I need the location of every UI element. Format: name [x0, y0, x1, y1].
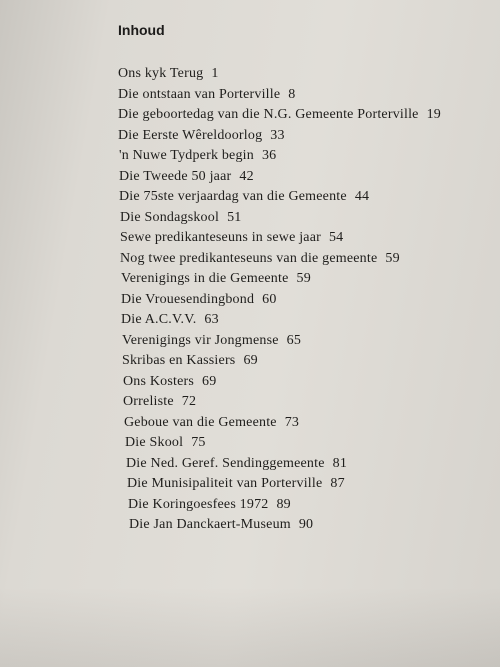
toc-entry-title: Sewe predikanteseuns in sewe jaar: [120, 230, 321, 245]
toc-entry-title: Die Tweede 50 jaar: [119, 168, 232, 184]
toc-entry-title: Die ontstaan van Porterville: [118, 86, 281, 102]
toc-entry: [120, 230, 443, 251]
toc-entry-title: 'n Nuwe Tydperk begin: [119, 148, 254, 163]
toc-entry-page: 8: [288, 86, 296, 102]
toc-entry: [118, 66, 441, 87]
toc-entry-title: Die Eerste Wêreldoorlog: [118, 127, 263, 143]
toc-entry: [118, 107, 441, 128]
toc-entry-title: Die 75ste verjaardag van die Gemeente: [119, 189, 347, 204]
toc-entry: [127, 476, 450, 497]
toc-entry-page: 33: [270, 127, 285, 143]
toc-entry: [129, 517, 452, 538]
toc-entry-page: 59: [385, 250, 400, 266]
toc-entry-title: Die Sondagskool: [120, 209, 220, 225]
toc-entry: [128, 497, 451, 518]
toc-entry-title: Skribas en Kassiers: [122, 353, 236, 368]
toc-entry: [118, 87, 441, 108]
toc-entry-page: 51: [227, 209, 242, 225]
toc-entry-page: 65: [286, 332, 302, 348]
toc-entry-page: 90: [298, 517, 314, 532]
toc-entry-title: Die Vrouesendingbond: [121, 291, 255, 307]
toc-entry: [119, 148, 442, 169]
toc-entry: [123, 374, 446, 395]
toc-entry-page: 54: [328, 230, 344, 245]
toc-entry: [126, 456, 449, 477]
toc-entry-page: 73: [284, 414, 300, 430]
toc-entry: [124, 415, 447, 436]
toc-entry-page: 89: [276, 496, 291, 512]
toc-entry-page: 72: [181, 394, 197, 409]
toc-entry: [120, 210, 443, 231]
toc-entry-title: Nog twee predikanteseuns van die gemeente: [120, 250, 378, 266]
toc-entry-title: Die A.C.V.V.: [121, 312, 197, 327]
toc-entry-title: Die Koringoesfees 1972: [128, 496, 269, 512]
toc-entry: [118, 128, 441, 149]
toc-entry-page: 69: [202, 373, 217, 389]
toc-entry: [119, 169, 442, 190]
toc-entry-page: 36: [261, 148, 277, 163]
toc-entry-title: Die Ned. Geref. Sendinggemeente: [126, 455, 325, 471]
toc-heading: Inhoud: [118, 22, 165, 38]
toc-entry: [119, 189, 442, 210]
toc-entry: [122, 353, 445, 374]
toc-entry-title: Die geboortedag van die N.G. Gemeente Porterville: [118, 107, 419, 122]
toc-entry: [121, 312, 444, 333]
table-of-contents: [0, 66, 441, 538]
toc-entry-title: Verenigings in die Gemeente: [121, 271, 289, 286]
toc-entry-page: 42: [239, 168, 254, 184]
toc-entry-title: Die Skool: [125, 435, 184, 450]
toc-entry-page: 87: [330, 476, 345, 491]
toc-entry: [121, 271, 444, 292]
toc-entry-page: 63: [204, 312, 219, 327]
toc-entry-title: Die Jan Danckaert-Museum: [129, 517, 291, 532]
toc-entry-page: 60: [262, 291, 277, 307]
toc-entry: [125, 435, 448, 456]
toc-entry-title: Geboue van die Gemeente: [124, 414, 277, 430]
toc-entry-page: 19: [426, 107, 441, 122]
toc-entry: [120, 251, 443, 272]
toc-entry: [121, 292, 444, 313]
toc-entry-page: 69: [243, 353, 258, 368]
toc-entry-page: 75: [191, 435, 206, 450]
toc-entry-page: 81: [332, 455, 348, 471]
toc-entry-title: Die Munisipaliteit van Porterville: [127, 476, 323, 491]
toc-entry: [122, 333, 445, 354]
toc-entry-title: Ons kyk Terug: [118, 66, 204, 81]
page-shadow: [0, 587, 500, 667]
toc-entry-page: 1: [211, 66, 219, 81]
toc-entry-page: 44: [354, 189, 370, 204]
toc-entry-title: Verenigings vir Jongmense: [122, 332, 279, 348]
toc-entry-title: Orreliste: [123, 394, 174, 409]
toc-entry-page: 59: [296, 271, 311, 286]
toc-entry-title: Ons Kosters: [123, 373, 195, 389]
toc-entry: [123, 394, 446, 415]
